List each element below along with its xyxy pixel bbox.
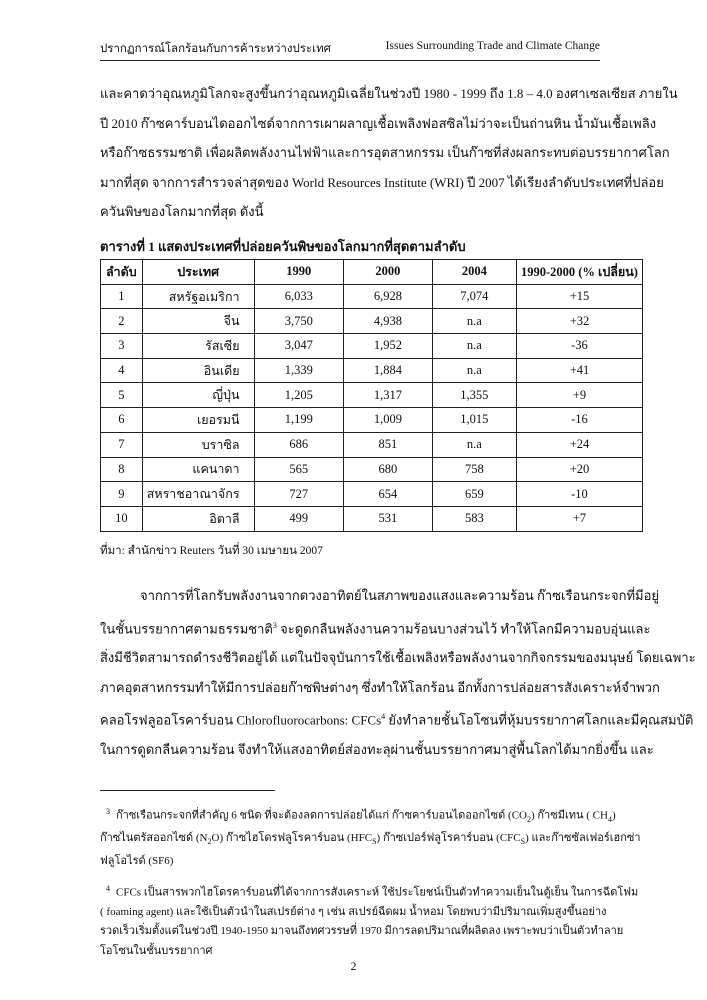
change-cell: +32 (516, 309, 642, 334)
value-1990-cell: 1,205 (254, 383, 344, 408)
table-row (101, 358, 643, 383)
header-1990: 1990 (254, 260, 344, 285)
footnote-gap (100, 872, 605, 879)
change-cell: +15 (516, 284, 642, 309)
value-2004-cell: 1,015 (432, 408, 516, 433)
footnote-text: O) ก๊าซไฮโดรฟลูโรคาร์บอน (HFC (211, 832, 373, 845)
rank-cell: 8 (101, 457, 143, 482)
header-2004: 2004 (432, 260, 516, 285)
paragraph-line: ในการดูดกลืนความร้อน จึงทำให้แสงอาทิตย์ส่องทะลุผ่านชั้นบรรยากาศมาสู่พื้นโลกได้มากยิ่งขึ้น และ (100, 742, 654, 758)
table-caption: ตารางที่ 1 แสดงประเทศที่ปล่อยควันพิษของโลกมากที่สุดตามลำดับ (100, 239, 466, 254)
header-percent-change: 1990-2000 (% เปลี่ยน) (516, 260, 642, 285)
country-cell: จีน (142, 309, 254, 334)
footnote-reference-4[interactable]: 4 (381, 712, 386, 722)
value-1990-cell: 499 (254, 506, 344, 531)
line-text: ยังทำลายชั้นโอโซนที่หุ้มบรรยากาศโลกและมีคุณสมบัติ (385, 712, 694, 728)
footnote-number: 4 (106, 883, 110, 893)
footnote-line: ( foaming agent) และใช้เป็นตัวนำในสเปรย์ต่าง ๆ เช่น สเปรย์ฉีดผม น้ำหอม โดยพบว่ามีปริมาณเพิ่มสูงขึ้นอย่าง (100, 905, 607, 918)
value-2000-cell: 851 (344, 432, 433, 457)
paragraph-line: ปี 2010 ก๊าซคาร์บอนไดออกไซด์จากการเผาผลาญเชื้อเพลิงฟอสซิลไม่ว่าจะเป็นถ่านหิน น้ำมันเชื้อเพลิง (100, 115, 657, 131)
paragraph-line: จากการที่โลกรับพลังงานจากดวงอาทิตย์ในสภาพของแสงและความร้อน ก๊าซเรือนกระจกที่มีอยู่ (140, 588, 660, 603)
page-number: 2 (350, 961, 357, 973)
table-row (101, 284, 643, 309)
country-cell: อินเดีย (142, 358, 254, 383)
footnote-number: 3 (106, 807, 110, 816)
footnote-line (100, 802, 616, 829)
value-2004-cell: n.a (432, 334, 516, 359)
footnote-divider (100, 790, 275, 791)
table-row (101, 408, 643, 433)
value-2004-cell: n.a (432, 358, 516, 383)
footnote-line (100, 879, 639, 903)
running-header (100, 40, 600, 56)
value-1990-cell: 3,750 (254, 309, 344, 334)
value-2000-cell: 4,938 (344, 309, 433, 334)
value-2000-cell: 654 (344, 482, 433, 507)
value-2000-cell: 680 (344, 457, 433, 482)
value-2004-cell: n.a (432, 432, 516, 457)
footnote-text: ) (611, 809, 616, 822)
country-cell: สหรัฐอเมริกา (142, 284, 254, 309)
header-thai-title: ปรากฏการณ์โลกร้อนกับการค้าระหว่างประเทศ (100, 43, 331, 55)
paragraph-line: มากที่สุด จากการสำรวจล่าสุดของ World Resources Institute (WRI) ปี 2007 ได้เรียงลำดับประเทศที่ปล่อย (100, 174, 664, 190)
value-2004-cell: 7,074 (432, 284, 516, 309)
header-country: ประเทศ (142, 260, 254, 285)
change-cell: -10 (516, 482, 642, 507)
value-2004-cell: 758 (432, 457, 516, 482)
rank-cell: 9 (101, 482, 143, 507)
rank-cell: 2 (101, 309, 143, 334)
footnote-text: ) และก๊าซซัลเฟอร์เฮกซ่า (525, 832, 641, 845)
rank-cell: 10 (101, 506, 143, 531)
table-source: ที่มา: สำนักข่าว Reuters วันที่ 30 เมษายน 2007 (100, 545, 323, 557)
value-1990-cell: 565 (254, 457, 344, 482)
change-cell: -36 (516, 334, 642, 359)
table-row (101, 334, 643, 359)
footnote-line: โอโซนในชั้นบรรยากาศ (100, 944, 213, 957)
value-2004-cell: 583 (432, 506, 516, 531)
subscript: 4 (607, 814, 612, 824)
country-cell: สหราชอาณาจักร (142, 482, 254, 507)
paragraph-line: ภาคอุตสาหกรรมทำให้มีการปล่อยก๊าซพิษต่างๆ ซึ่งทำให้โลกร้อน อีกทั้งการปล่อยสารสังเคราะห์จำพวก (100, 679, 660, 695)
footnote-text: CFCs เป็นสารพวกไฮโดรคาร์บอนที่ได้จากการสังเคราะห์ ใช้ประโยชน์เป็นตัวทำความเย็นในตู้เย็น ในการฉีดโฟม (116, 886, 639, 899)
table-row (101, 506, 643, 531)
subscript: S (520, 837, 526, 847)
footnote-text: ก๊าซไนตรัสออกไซด์ (N (100, 832, 208, 845)
value-1990-cell: 727 (254, 482, 344, 507)
emissions-table (100, 259, 643, 532)
change-cell: +7 (516, 506, 642, 531)
table-row (101, 309, 643, 334)
value-2004-cell: 1,355 (432, 383, 516, 408)
paragraph-line: สิ่งมีชีวิตสามารถดำรงชีวิตอยู่ได้ แต่ในปัจจุบันการใช้เชื้อเพลิงหรือพลังงานจากกิจกรรมของมนุษย์ โดยเฉพาะ (100, 650, 696, 666)
header-english-title: Issues Surrounding Trade and Climate Change (385, 40, 600, 52)
footnote-3 (100, 802, 641, 872)
footnote-4 (100, 879, 639, 962)
value-2004-cell: 659 (432, 482, 516, 507)
value-1990-cell: 686 (254, 432, 344, 457)
footnote-line (100, 829, 641, 852)
value-2000-cell: 531 (344, 506, 433, 531)
body-paragraph (100, 581, 696, 765)
intro-paragraph (100, 79, 678, 227)
value-1990-cell: 3,047 (254, 334, 344, 359)
table-row (101, 457, 643, 482)
footnotes (100, 802, 641, 961)
value-2004-cell: n.a (432, 309, 516, 334)
country-cell: เยอรมนี (142, 408, 254, 433)
change-cell: +41 (516, 358, 642, 383)
paragraph-line: และคาดว่าอุณหภูมิโลกจะสูงขึ้นกว่าอุณหภูมิเฉลี่ยในช่วงปี 1980 - 1999 ถึง 1.8 – 4.0 องศาเซลเซียส ภายใน (100, 86, 678, 101)
paragraph-line (100, 611, 651, 644)
rank-cell: 6 (101, 408, 143, 433)
rank-cell: 4 (101, 358, 143, 383)
footnote-line: รวดเร็วเริ่มตั้งแต่ในช่วงปี 1940-1950 มาจนถึงทศวรรษที่ 1970 มีการลดปริมาณที่ผลิตลง เพราะพบว่าเป็นตัวทำลาย (100, 925, 624, 938)
table-row (101, 383, 643, 408)
value-2000-cell: 1,317 (344, 383, 433, 408)
value-1990-cell: 6,033 (254, 284, 344, 309)
country-cell: รัสเซีย (142, 334, 254, 359)
paragraph-line: หรือก๊าซธรรมชาติ เพื่อผลิตพลังงานไฟฟ้าและการอุตสาหกรรม เป็นก๊าซที่ส่งผลกระทบต่อบรรยากาศโลก (100, 145, 670, 160)
value-2000-cell: 1,009 (344, 408, 433, 433)
header-2000: 2000 (344, 260, 433, 285)
subscript: S (372, 837, 377, 847)
header-rank: ลำดับ (101, 260, 143, 285)
paragraph-line (100, 702, 694, 735)
rank-cell: 7 (101, 432, 143, 457)
footnote-text: ก๊าซเรือนกระจกที่สำคัญ 6 ชนิด ที่จะต้องลดการปล่อยได้แก่ ก๊าซคาร์บอนไดออกไซด์ (CO (116, 809, 527, 822)
subscript: 2 (526, 814, 531, 824)
table-row (101, 432, 643, 457)
rank-cell: 5 (101, 383, 143, 408)
value-1990-cell: 1,339 (254, 358, 344, 383)
country-cell: อิตาลี (142, 506, 254, 531)
change-cell: +20 (516, 457, 642, 482)
table-row (101, 482, 643, 507)
value-2000-cell: 1,884 (344, 358, 433, 383)
line-text: คลอโรฟลูออโรคาร์บอน Chlorofluorocarbons: CFCs (100, 712, 382, 728)
header-rule (100, 60, 600, 61)
footnote-text: ) ก๊าซมีเทน ( CH (530, 809, 608, 822)
change-cell: -16 (516, 408, 642, 433)
country-cell: บราซิล (142, 432, 254, 457)
footnote-text: ) ก๊าซเปอร์ฟลูโรคาร์บอน (CFC (376, 832, 521, 845)
table-header-row (101, 260, 643, 285)
subscript: 2 (207, 837, 212, 847)
line-text: ในชั้นบรรยากาศตามธรรมชาติ (100, 620, 273, 636)
country-cell: แคนาดา (142, 457, 254, 482)
footnote-line: ฟลูโอไรด์ (SF6) (100, 855, 174, 868)
change-cell: +9 (516, 383, 642, 408)
value-1990-cell: 1,199 (254, 408, 344, 433)
line-text: จะดูดกลืนพลังงานความร้อนบางส่วนไว้ ทำให้โลกมีความอบอุ่นและ (276, 620, 651, 636)
value-2000-cell: 6,928 (344, 284, 433, 309)
rank-cell: 3 (101, 334, 143, 359)
country-cell: ญี่ปุ่น (142, 383, 254, 408)
paragraph-line: ควันพิษของโลกมากที่สุด ดังนี้ (100, 204, 264, 219)
rank-cell: 1 (101, 284, 143, 309)
change-cell: +24 (516, 432, 642, 457)
footnote-reference-3[interactable]: 3 (272, 620, 277, 630)
value-2000-cell: 1,952 (344, 334, 433, 359)
